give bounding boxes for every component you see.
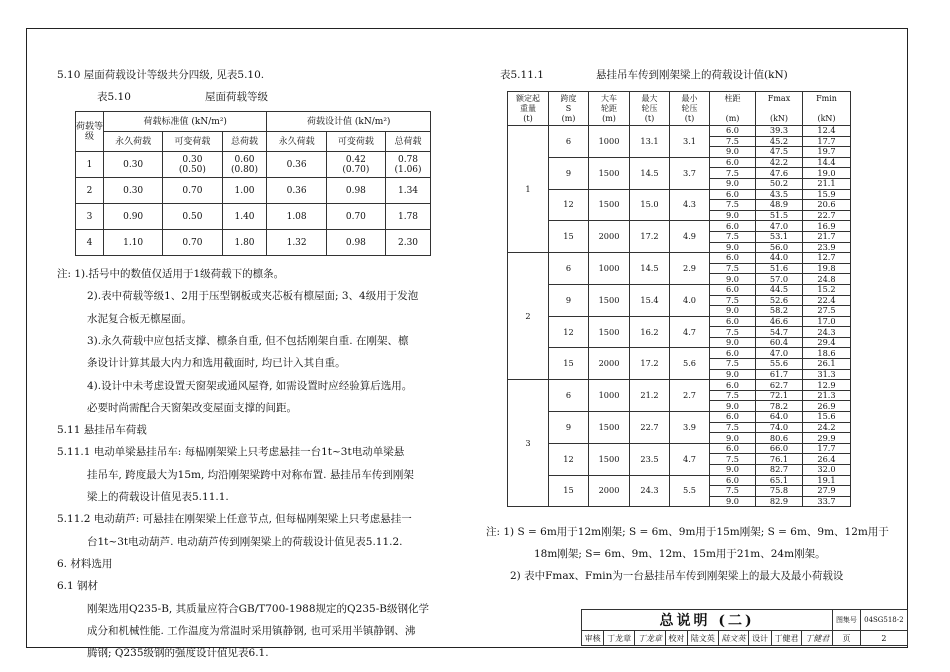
crane-cell: 12.4	[803, 126, 851, 137]
table-5-10-caption: 表5.10	[97, 91, 131, 103]
crane-cell: 46.6	[756, 316, 803, 327]
crane-cell: 48.9	[756, 200, 803, 211]
crane-cell: 47.6	[756, 168, 803, 179]
crane-cell: 57.0	[756, 274, 803, 285]
title-block-cell: 丁龙章	[604, 631, 635, 646]
crane-cell: 23.5	[630, 443, 670, 475]
crane-cell: 15	[549, 348, 589, 380]
crane-cell: 1500	[589, 412, 630, 444]
header-line: 轮压	[681, 103, 698, 113]
title-block-cell: 审核	[582, 631, 604, 646]
atlas-number: 04SG518-2	[860, 610, 907, 631]
crane-header-cell	[710, 92, 756, 126]
header-line: (m)	[602, 113, 616, 123]
crane-cell: 55.6	[756, 359, 803, 370]
table-cell: 0.60 (0.80)	[222, 152, 267, 178]
header-line: 额定起	[516, 93, 540, 103]
crane-cell: 7.5	[710, 454, 756, 465]
crane-cell: 15.2	[803, 284, 851, 295]
crane-cell: 16.2	[630, 316, 670, 348]
table-cell: 1.00	[222, 178, 267, 204]
crane-cell: 9.0	[710, 401, 756, 412]
crane-header-cell	[549, 92, 589, 126]
crane-cell: 15	[549, 475, 589, 507]
crane-row	[508, 380, 851, 391]
crane-cell: 21.1	[803, 178, 851, 189]
subheader-cell: 总荷载	[222, 132, 267, 152]
crane-cell: 19.8	[803, 263, 851, 274]
table-cell: 0.70	[326, 204, 385, 230]
crane-cell: 64.0	[756, 412, 803, 423]
crane-cell: 21.7	[803, 231, 851, 242]
crane-cell: 6.0	[710, 157, 756, 168]
crane-cell: 76.1	[756, 454, 803, 465]
crane-row	[508, 284, 851, 295]
crane-cell: 52.6	[756, 295, 803, 306]
crane-cell: 9.0	[710, 369, 756, 380]
note-line: 条设计计算其最大内力和选用截面时, 均已计入其自重。	[87, 357, 346, 370]
crane-cell: 1500	[589, 284, 630, 316]
crane-cell: 72.1	[756, 390, 803, 401]
crane-cell: 7.5	[710, 168, 756, 179]
table-cell: 0.98	[326, 178, 385, 204]
crane-cell: 17.7	[803, 136, 851, 147]
header-line: 重量	[520, 103, 536, 113]
crane-cell: 7.5	[710, 486, 756, 497]
crane-cell: 32.0	[803, 465, 851, 476]
crane-cell: 3.7	[670, 157, 710, 189]
crane-cell: 12	[549, 443, 589, 475]
crane-cell: 12.9	[803, 380, 851, 391]
crane-cell: 6	[549, 126, 589, 158]
crane-cell: 1000	[589, 380, 630, 412]
crane-cell: 47.0	[756, 348, 803, 359]
crane-cell: 2000	[589, 221, 630, 253]
note-line: 6. 材料选用	[57, 557, 113, 570]
crane-cell: 24.2	[803, 422, 851, 433]
header-line: 跨度	[560, 93, 577, 103]
crane-cell: 5.6	[670, 348, 710, 380]
crane-cell: 9.0	[710, 496, 756, 507]
note-line: 注: 1).括号中的数值仅适用于1级荷载下的檩条。	[57, 268, 285, 280]
header-line	[710, 104, 755, 114]
crane-cell: 74.0	[756, 422, 803, 433]
crane-row	[508, 157, 851, 168]
crane-cell: 80.6	[756, 433, 803, 444]
table-cell: 0.42 (0.70)	[326, 152, 385, 178]
header-line: 最大	[641, 93, 658, 103]
crane-cell: 6	[549, 253, 589, 285]
crane-cell: 7.5	[710, 422, 756, 433]
table-5-11-1-caption: 表5.11.1	[500, 69, 544, 81]
table-cell: 1.34	[386, 178, 431, 204]
crane-row	[508, 475, 851, 486]
crane-cell: 17.2	[630, 221, 670, 253]
table-cell: 1.80	[222, 230, 267, 256]
crane-cell: 6.0	[710, 475, 756, 486]
crane-header-cell	[803, 92, 851, 126]
crane-cell: 53.1	[756, 231, 803, 242]
crane-cell: 29.9	[803, 433, 851, 444]
crane-cell: 6.0	[710, 253, 756, 264]
crane-cell: 17.0	[803, 316, 851, 327]
note-line: 腾钢; Q235级钢的强度设计值见表6.1.	[87, 647, 269, 660]
crane-cell: 31.3	[803, 369, 851, 380]
crane-header-cell	[670, 92, 710, 126]
right-note-line: 注: 1) S = 6m用于12m刚架; S = 6m、9m用于15m刚架; S = 6m、9m、12m用于	[486, 526, 889, 538]
header-line: (kN)	[769, 113, 789, 123]
crane-cell: 66.0	[756, 443, 803, 454]
header-line: 最小	[681, 93, 698, 103]
header-line: Fmin	[816, 93, 837, 103]
table-cell: 0.78 (1.06)	[386, 152, 431, 178]
subheader-cell: 总荷载	[386, 132, 431, 152]
crane-row	[508, 348, 851, 359]
crane-cell: 60.4	[756, 337, 803, 348]
crane-cell: 44.0	[756, 253, 803, 264]
header-line: 柱距	[724, 93, 741, 103]
crane-cell: 9.0	[710, 337, 756, 348]
crane-cell: 15	[549, 221, 589, 253]
crane-cell: 9.0	[710, 210, 756, 221]
crane-cell: 3.1	[670, 126, 710, 158]
crane-cell: 62.7	[756, 380, 803, 391]
table-cell: 0.30	[104, 152, 163, 178]
table-cell: 2	[76, 178, 104, 204]
crane-cell: 33.7	[803, 496, 851, 507]
crane-cell: 17.2	[630, 348, 670, 380]
crane-cell: 3.9	[670, 412, 710, 444]
crane-cell: 7.5	[710, 390, 756, 401]
crane-row	[508, 443, 851, 454]
crane-cell: 51.5	[756, 210, 803, 221]
crane-cell: 9.0	[710, 274, 756, 285]
table-cell: 0.70	[163, 230, 222, 256]
right-note-line: 18m刚架; S= 6m、9m、12m、15m用于21m、24m刚架。	[534, 548, 826, 560]
crane-cell: 82.9	[756, 496, 803, 507]
crane-cell: 15.0	[630, 189, 670, 221]
crane-cell: 42.2	[756, 157, 803, 168]
table-cell: 0.98	[326, 230, 385, 256]
crane-cell: 23.9	[803, 242, 851, 253]
title-block-cell: 陆文英	[687, 631, 718, 646]
crane-cell: 13.1	[630, 126, 670, 158]
crane-cell: 6.0	[710, 316, 756, 327]
table-cell: 1.32	[267, 230, 326, 256]
crane-cell: 2	[508, 253, 549, 380]
crane-cell: 15.6	[803, 412, 851, 423]
title-block-cell: 校对	[665, 631, 687, 646]
subheader-cell: 可变荷载	[163, 132, 222, 152]
crane-cell: 15.4	[630, 284, 670, 316]
crane-cell: 24.3	[630, 475, 670, 507]
header-line: (t)	[684, 113, 695, 123]
header-line: (m)	[561, 113, 576, 123]
crane-cell: 19.1	[803, 475, 851, 486]
crane-cell: 9.0	[710, 306, 756, 317]
crane-header-cell	[756, 92, 803, 126]
crane-cell: 39.3	[756, 126, 803, 137]
header-line: 大车	[601, 93, 617, 103]
crane-cell: 58.2	[756, 306, 803, 317]
crane-cell: 27.9	[803, 486, 851, 497]
crane-cell: 61.7	[756, 369, 803, 380]
crane-cell: 18.6	[803, 348, 851, 359]
crane-cell: 9	[549, 412, 589, 444]
note-line: 4).设计中未考虑设置天窗架或通风屋脊, 如需设置时应经验算后选用。	[87, 379, 413, 392]
crane-cell: 7.5	[710, 200, 756, 211]
crane-cell: 6.0	[710, 348, 756, 359]
crane-row	[508, 412, 851, 423]
table-5-10-title: 屋面荷载等级	[205, 91, 268, 103]
title-block-cell: 丁健君	[771, 631, 802, 646]
note-line: 水泥复合板无檩屋面。	[87, 312, 192, 325]
crane-header-cell	[630, 92, 670, 126]
crane-cell: 3	[508, 380, 549, 507]
crane-cell: 26.4	[803, 454, 851, 465]
title-block	[581, 609, 908, 646]
crane-cell: 9.0	[710, 433, 756, 444]
crane-cell: 9.0	[710, 178, 756, 189]
header-line: S	[565, 103, 572, 113]
title-block-cell: 设计	[749, 631, 771, 646]
crane-cell: 4.7	[670, 316, 710, 348]
crane-cell: 1500	[589, 157, 630, 189]
crane-cell: 2000	[589, 475, 630, 507]
table-cell: 1.40	[222, 204, 267, 230]
crane-cell: 47.5	[756, 147, 803, 158]
crane-cell: 56.0	[756, 242, 803, 253]
crane-cell: 4.0	[670, 284, 710, 316]
crane-cell: 24.8	[803, 274, 851, 285]
title-block-cell: 丁龙章	[634, 631, 665, 646]
crane-cell: 27.5	[803, 306, 851, 317]
crane-cell: 45.2	[756, 136, 803, 147]
note-line: 必要时尚需配合天窗架改变屋面支撑的间距。	[87, 401, 297, 414]
crane-cell: 1000	[589, 253, 630, 285]
crane-cell: 19.0	[803, 168, 851, 179]
subheader-cell: 可变荷载	[326, 132, 385, 152]
note-line: 台1t~3t电动葫芦. 电动葫芦传到刚架梁上的荷载设计值见表5.11.2.	[87, 535, 403, 548]
table-row	[76, 230, 431, 256]
table-cell: 1	[76, 152, 104, 178]
section-5-10-intro: 5.10 屋面荷载设计等级共分四级, 见表5.10.	[57, 69, 265, 81]
crane-cell: 47.0	[756, 221, 803, 232]
crane-cell: 21.2	[630, 380, 670, 412]
note-line: 6.1 钢材	[57, 580, 99, 593]
crane-row	[508, 221, 851, 232]
crane-cell: 19.7	[803, 147, 851, 158]
crane-cell: 54.7	[756, 327, 803, 338]
note-line: 5.11.1 电动单梁悬挂吊车: 每榀刚架梁上只考虑悬挂一台1t~3t电动单梁悬	[57, 446, 405, 459]
crane-cell: 9.0	[710, 465, 756, 476]
table-cell: 0.90	[104, 204, 163, 230]
crane-cell: 6.0	[710, 443, 756, 454]
std-value-header: 荷载标准值 (kN/m²)	[104, 112, 267, 132]
crane-cell: 26.9	[803, 401, 851, 412]
table-cell: 0.30	[104, 178, 163, 204]
table-cell: 1.10	[104, 230, 163, 256]
crane-cell: 15.9	[803, 189, 851, 200]
table-cell: 0.36	[267, 178, 326, 204]
crane-cell: 1000	[589, 126, 630, 158]
crane-cell: 21.3	[803, 390, 851, 401]
header-line: (kN)	[817, 113, 836, 123]
crane-cell: 7.5	[710, 359, 756, 370]
crane-load-table	[507, 91, 851, 507]
note-line: 成分和机械性能. 工作温度为常温时采用镇静钢, 也可采用半镇静钢、沸	[87, 624, 416, 637]
title-block-cell: 陆文英	[718, 631, 749, 646]
crane-cell: 1500	[589, 316, 630, 348]
crane-cell: 1500	[589, 443, 630, 475]
crane-cell: 2.7	[670, 380, 710, 412]
header-line: 轮压	[641, 103, 658, 113]
crane-cell: 17.7	[803, 443, 851, 454]
crane-cell: 2.9	[670, 253, 710, 285]
crane-cell: 7.5	[710, 263, 756, 274]
crane-row	[508, 189, 851, 200]
crane-cell: 14.5	[630, 253, 670, 285]
subheader-cell: 永久荷载	[267, 132, 326, 152]
table-cell: 2.30	[386, 230, 431, 256]
note-line: 2).表中荷载等级1、2用于压型钢板或夹芯板有檩屋面; 3、4级用于发泡	[87, 290, 419, 303]
title-block-cell: 2	[860, 631, 907, 646]
crane-header-cell	[589, 92, 630, 126]
crane-cell: 7.5	[710, 231, 756, 242]
note-line: 刚架选用Q235-B, 其质量应符合GB/T700-1988规定的Q235-B级钢化学	[87, 602, 429, 615]
crane-cell: 14.5	[630, 157, 670, 189]
header-line	[756, 104, 802, 114]
crane-cell: 9	[549, 157, 589, 189]
crane-cell: 12	[549, 316, 589, 348]
crane-cell: 65.1	[756, 475, 803, 486]
title-block-cell: 页	[833, 631, 861, 646]
crane-cell: 1500	[589, 189, 630, 221]
roof-load-table	[75, 111, 431, 256]
table-row	[76, 178, 431, 204]
right-note-line: 2) 表中Fmax、Fmin为一台悬挂吊车传到刚架梁上的最大及最小荷载设	[510, 570, 844, 582]
crane-cell: 20.6	[803, 200, 851, 211]
crane-row	[508, 316, 851, 327]
table-5-11-1-title: 悬挂吊车传到刚架梁上的荷载设计值(kN)	[596, 69, 788, 81]
subheader-cell: 永久荷载	[104, 132, 163, 152]
table-row	[76, 204, 431, 230]
crane-cell: 14.4	[803, 157, 851, 168]
drawing-title: 总说明 (二)	[582, 610, 833, 631]
crane-cell: 22.4	[803, 295, 851, 306]
table-row	[76, 152, 431, 178]
table-cell: 1.08	[267, 204, 326, 230]
header-line: (m)	[725, 113, 740, 123]
note-line: 挂吊车, 跨度最大为15m, 均沿刚架梁跨中对称布置. 悬挂吊车传到刚架	[87, 468, 414, 481]
table-cell: 0.30 (0.50)	[163, 152, 222, 178]
crane-cell: 7.5	[710, 295, 756, 306]
crane-cell: 9	[549, 284, 589, 316]
crane-cell: 6.0	[710, 126, 756, 137]
crane-cell: 6.0	[710, 412, 756, 423]
crane-cell: 9.0	[710, 147, 756, 158]
crane-header-cell	[508, 92, 549, 126]
header-line: (t)	[523, 113, 533, 123]
crane-cell: 43.5	[756, 189, 803, 200]
note-line: 梁上的荷载设计值见表5.11.1.	[87, 491, 229, 503]
table-cell: 4	[76, 230, 104, 256]
crane-cell: 6.0	[710, 380, 756, 391]
crane-cell: 9.0	[710, 242, 756, 253]
crane-cell: 6.0	[710, 221, 756, 232]
note-line: 3).永久荷载中应包括支撑、檩条自重, 但不包括刚架自重. 在刚架、檩	[87, 334, 409, 347]
header-line: 轮距	[601, 103, 617, 113]
title-block-cell: 丁健君	[802, 631, 833, 646]
crane-cell: 24.3	[803, 327, 851, 338]
crane-cell: 82.7	[756, 465, 803, 476]
crane-cell: 2000	[589, 348, 630, 380]
crane-cell: 7.5	[710, 136, 756, 147]
crane-cell: 7.5	[710, 327, 756, 338]
crane-cell: 75.8	[756, 486, 803, 497]
table-cell: 3	[76, 204, 104, 230]
crane-cell: 29.4	[803, 337, 851, 348]
table-cell: 0.70	[163, 178, 222, 204]
header-line: (t)	[644, 113, 655, 123]
col-grade-header: 荷载等级	[76, 112, 104, 152]
crane-cell: 6.0	[710, 189, 756, 200]
crane-cell: 4.3	[670, 189, 710, 221]
crane-cell: 5.5	[670, 475, 710, 507]
crane-cell: 22.7	[803, 210, 851, 221]
crane-cell: 12.7	[803, 253, 851, 264]
crane-cell: 26.1	[803, 359, 851, 370]
crane-cell: 6	[549, 380, 589, 412]
crane-row	[508, 126, 851, 137]
crane-cell: 4.9	[670, 221, 710, 253]
crane-cell: 12	[549, 189, 589, 221]
crane-cell: 44.5	[756, 284, 803, 295]
note-line: 5.11.2 电动葫芦: 可悬挂在刚架梁上任意节点, 但每榀刚架梁上只考虑悬挂一	[57, 513, 412, 526]
header-line	[803, 104, 850, 114]
table-cell: 0.50	[163, 204, 222, 230]
crane-cell: 50.2	[756, 178, 803, 189]
crane-cell: 6.0	[710, 284, 756, 295]
note-line: 5.11 悬挂吊车荷载	[57, 424, 147, 437]
crane-cell: 51.6	[756, 263, 803, 274]
crane-cell: 22.7	[630, 412, 670, 444]
header-line: Fmax	[767, 93, 791, 103]
crane-row	[508, 253, 851, 264]
crane-cell: 16.9	[803, 221, 851, 232]
crane-cell: 4.7	[670, 443, 710, 475]
crane-cell: 78.2	[756, 401, 803, 412]
crane-cell: 1	[508, 126, 549, 253]
table-cell: 1.78	[386, 204, 431, 230]
atlas-label: 图集号	[833, 610, 861, 631]
table-cell: 0.36	[267, 152, 326, 178]
design-value-header: 荷载设计值 (kN/m²)	[267, 112, 431, 132]
